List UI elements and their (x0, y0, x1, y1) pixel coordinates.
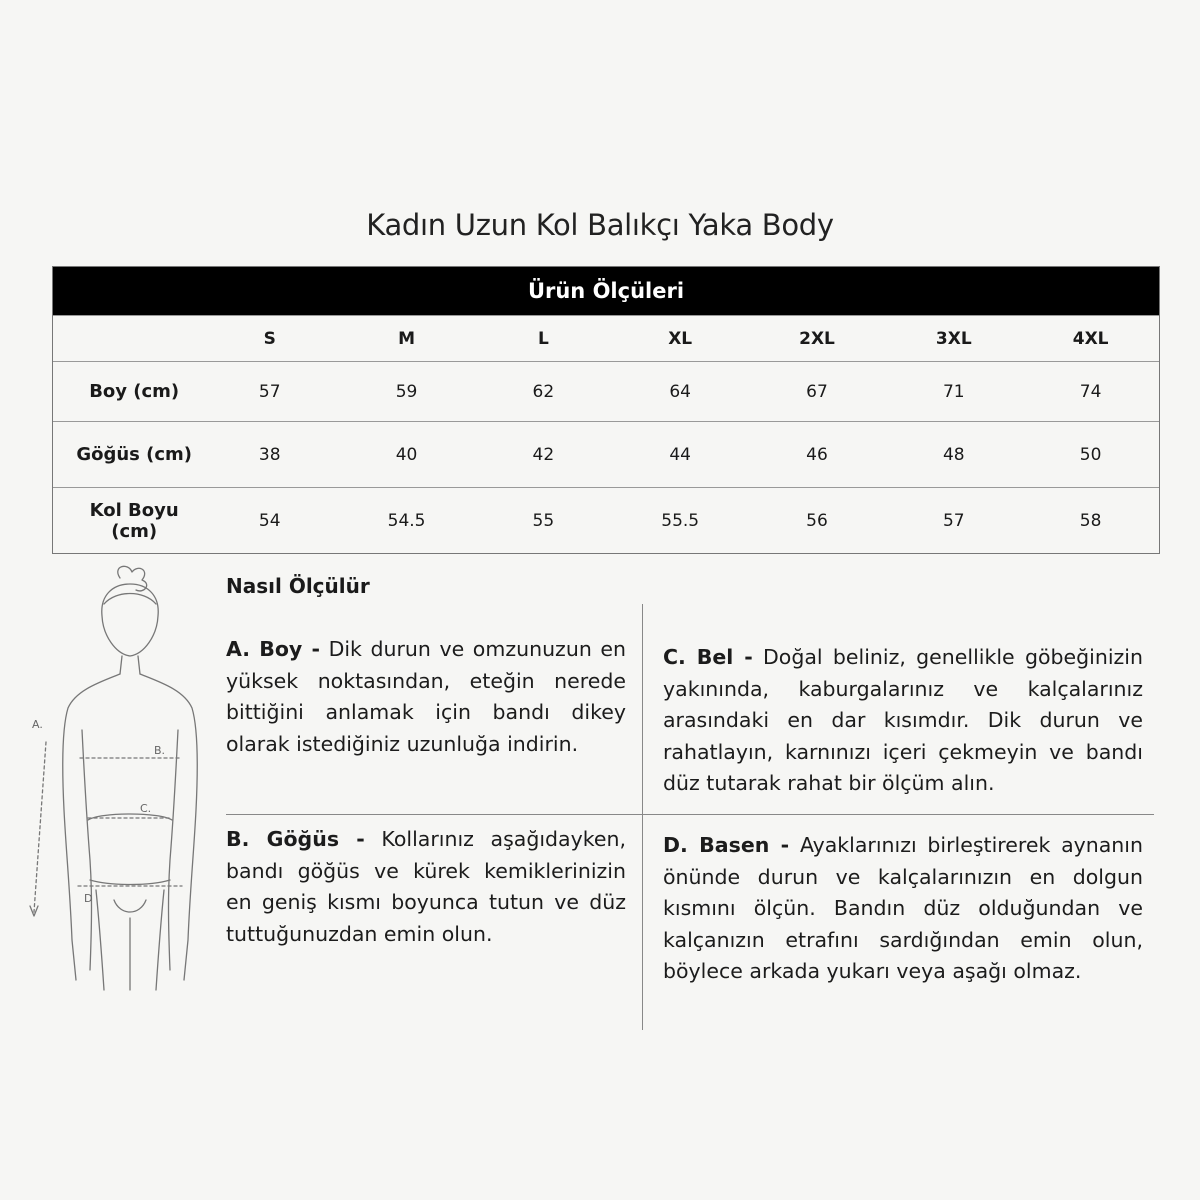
body-measurement-figure (20, 560, 220, 1000)
table-cell: 55 (532, 510, 555, 531)
table-cell: 74 (1079, 381, 1102, 402)
size-m: M (398, 328, 416, 349)
row-label: Kol Boyu (cm) (89, 499, 179, 542)
figure-label-c: C. (140, 802, 152, 815)
table-header: Ürün Ölçüleri (53, 267, 1159, 315)
size-s: S (263, 328, 276, 349)
table-cell: 48 (942, 444, 965, 465)
table-cell: 40 (395, 444, 418, 465)
row-divider-left (226, 814, 642, 815)
table-row-gogus (53, 421, 1159, 487)
table-cell: 71 (942, 381, 965, 402)
guide-bel-heading: C. Bel - (663, 645, 753, 669)
size-3xl: 3XL (935, 328, 972, 349)
table-cell: 46 (806, 444, 828, 465)
table-cell: 59 (395, 381, 418, 402)
table-cell: 50 (1079, 444, 1102, 465)
table-cell: 58 (1079, 510, 1102, 531)
column-divider (642, 604, 643, 1030)
guide-boy-heading: A. Boy - (226, 637, 320, 661)
row-label: Boy (cm) (89, 381, 180, 402)
guide-basen (663, 830, 1143, 988)
guide-boy (226, 634, 626, 760)
figure-label-d: D (84, 892, 93, 905)
size-xl: XL (668, 328, 693, 349)
table-row-kol-boyu (53, 487, 1159, 553)
figure-label-b: B. (154, 744, 166, 757)
table-cell: 62 (532, 381, 555, 402)
size-2xl: 2XL (799, 328, 835, 349)
table-cell: 55.5 (661, 510, 700, 531)
size-table (52, 266, 1160, 554)
table-cell: 57 (258, 381, 281, 402)
table-cell: 42 (532, 444, 555, 465)
guide-basen-heading: D. Basen - (663, 833, 790, 857)
guide-bel (663, 642, 1143, 800)
table-cell: 54.5 (387, 510, 426, 531)
row-label: Göğüs (cm) (76, 444, 193, 465)
guide-boy-text: Dik durun ve omzunuzun en yüksek noktasından, eteğin nerede bittiğini anlamak için bandı dikey olarak istediğiniz uzunluğa indirin. (226, 637, 626, 756)
table-cell: 38 (258, 444, 281, 465)
figure-label-a: A. (32, 718, 43, 731)
table-cell: 54 (258, 510, 281, 531)
table-cell: 56 (806, 510, 828, 531)
guide-bel-text: Doğal beliniz, genellikle göbeğinizin yakınında, kaburgalarınız ve kalçalarınız arasındaki en dar kısımdır. Dik durun ve rahatlayın, karnınızı içeri çekmeyin ve bandı düz tutarak rahat bir ölçüm alın. (663, 645, 1143, 795)
guide-basen-text: Ayaklarınızı birleştirerek aynanın önünde durun ve kalçalarınızın en dolgun kısmını ölçün. Bandın düz olduğundan ve kalçanızın etrafını sardığından emin olun, böylece arkada yukarı veya aşağı olmaz. (663, 833, 1143, 983)
guide-gogus (226, 824, 626, 950)
size-4xl: 4XL (1072, 328, 1109, 349)
row-divider-right (642, 814, 1154, 815)
size-header-row (53, 315, 1159, 361)
table-cell: 67 (806, 381, 828, 402)
table-cell: 64 (669, 381, 691, 402)
guide-gogus-heading: B. Göğüs - (226, 827, 365, 851)
guide-gogus-text: Kollarınız aşağıdayken, bandı göğüs ve kürek kemiklerinizin en geniş kısmı boyunca tutun ve düz tuttuğunuzdan emin olun. (226, 827, 626, 946)
guide-title: Nasıl Ölçülür (226, 574, 370, 598)
table-row-boy (53, 361, 1159, 421)
table-cell: 57 (942, 510, 965, 531)
page-title: Kadın Uzun Kol Balıkçı Yaka Body (366, 208, 834, 242)
table-cell: 44 (669, 444, 691, 465)
size-l: L (537, 328, 549, 349)
